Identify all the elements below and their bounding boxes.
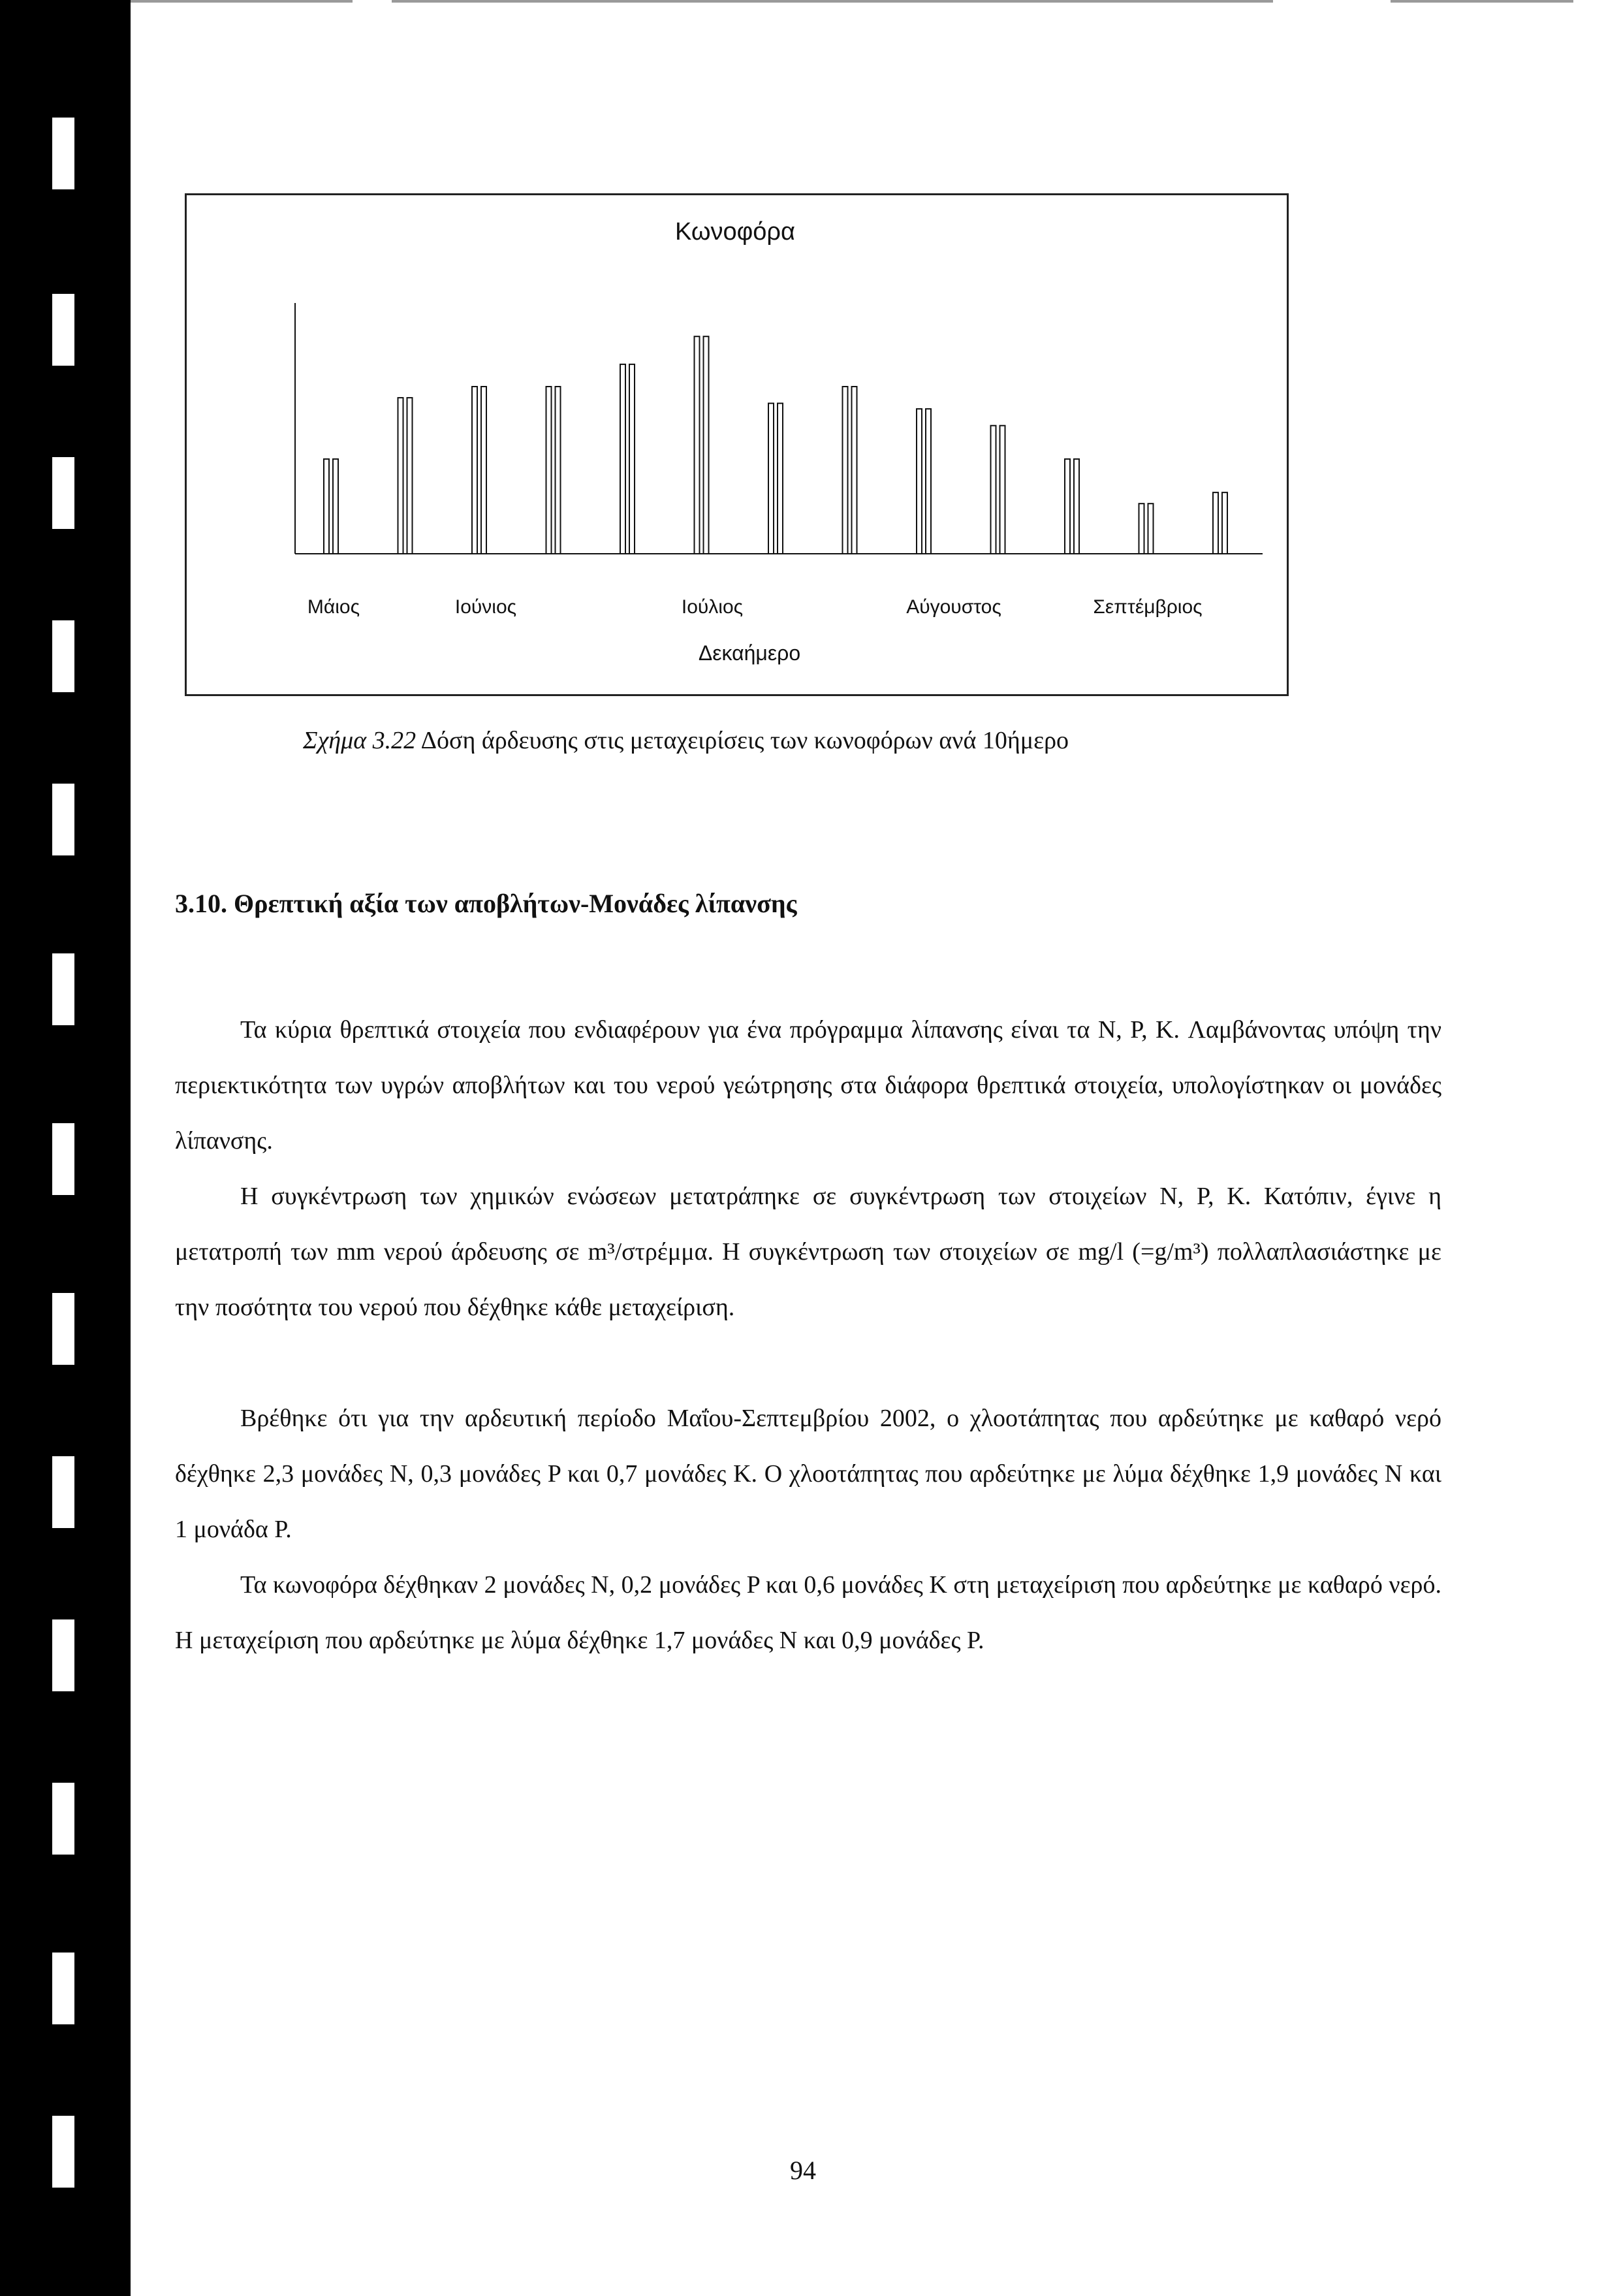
bar-decade-3-series-1	[472, 387, 477, 554]
bar-decade-10-series-1	[991, 426, 996, 554]
bar-decade-7-series-2	[778, 404, 783, 554]
paragraph-4-text: Τα κωνοφόρα δέχθηκαν 2 μονάδες N, 0,2 μονάδες P και 0,6 μονάδες K στη μεταχείριση που αρδεύτηκε με καθαρό νερό. Η μεταχείριση που αρδεύτηκε με λύμα δέχθηκε 1,7 μονάδες N και 0,9 μονάδες P.	[175, 1571, 1441, 1654]
perforation	[52, 1953, 74, 2024]
chart-frame	[185, 193, 1289, 696]
perforation	[52, 620, 74, 692]
perforation	[52, 2116, 74, 2188]
bar-decade-12-series-1	[1139, 503, 1144, 554]
month-label-june: Ιούνιος	[454, 596, 517, 618]
paragraph-4	[175, 1557, 1441, 1668]
x-axis-title: Δεκαήμερο	[698, 641, 801, 665]
paragraph-3-text: Βρέθηκε ότι για την αρδευτική περίοδο Μαΐου-Σεπτεμβρίου 2002, ο χλοοτάπητας που αρδεύτηκε με καθαρό νερό δέχθηκε 2,3 μονάδες N, 0,3 μονάδες P και 0,7 μονάδες K. Ο χλοοτάπητας που αρδεύτηκε με λύμα δέχθηκε 1,9 μονάδες N και 1 μονάδα P.	[175, 1405, 1441, 1543]
bar-decade-9-series-1	[917, 409, 922, 554]
figure-caption-text: Δόση άρδευσης στις μεταχειρίσεις των κωνοφόρων ανά 10ήμερο	[416, 727, 1069, 754]
bar-decade-9-series-2	[926, 409, 931, 554]
scan-edge-line	[1391, 0, 1573, 3]
perforation	[52, 118, 74, 189]
paragraph-1	[175, 1002, 1441, 1169]
perforation	[52, 294, 74, 366]
bar-decade-5-series-2	[629, 364, 635, 554]
figure-label: Σχήμα 3.22	[303, 727, 417, 754]
paragraph-2	[175, 1169, 1441, 1335]
page-number: 94	[790, 2156, 816, 2185]
perforation	[52, 1123, 74, 1195]
bars-group	[324, 336, 1227, 554]
bar-decade-2-series-1	[398, 398, 403, 554]
bar-decade-11-series-2	[1074, 459, 1079, 554]
perforation	[52, 953, 74, 1025]
section-heading: 3.10. Θρεπτική αξία των αποβλήτων-Μονάδες λίπανσης	[175, 889, 797, 918]
scan-edge-line	[392, 0, 1273, 3]
perforation	[52, 1456, 74, 1528]
scan-edge-line	[131, 0, 353, 3]
bar-decade-4-series-2	[556, 387, 561, 554]
month-label-july: Ιούλιος	[681, 596, 744, 618]
bar-decade-12-series-2	[1148, 503, 1154, 554]
bar-decade-2-series-2	[407, 398, 413, 554]
bar-decade-8-series-2	[852, 387, 857, 554]
perforation	[52, 457, 74, 529]
perforation	[52, 1783, 74, 1855]
month-label-august: Αύγουστος	[906, 596, 1001, 618]
bar-decade-8-series-1	[843, 387, 848, 554]
bar-decade-10-series-2	[1000, 426, 1005, 554]
bar-decade-13-series-1	[1213, 492, 1218, 554]
bar-decade-13-series-2	[1222, 492, 1227, 554]
paragraph-2-text: Η συγκέντρωση των χημικών ενώσεων μετατράπηκε σε συγκέντρωση των στοιχείων N, P, K. Κατόπιν, έγινε η μετατροπή των mm νερού άρδευσης σε m³/στρέμμα. Η συγκέντρωση των στοιχείων σε mg/l (=g/m³) πολλαπλασιάστηκε με την ποσότητα του νερού που δέχθηκε κάθε μεταχείριση.	[175, 1183, 1441, 1321]
figure-caption	[303, 726, 1069, 755]
scan-border-left	[0, 0, 131, 2296]
perforation	[52, 784, 74, 855]
month-label-september: Σεπτέμβριος	[1093, 596, 1203, 618]
paragraph-1-text: Τα κύρια θρεπτικά στοιχεία που ενδιαφέρουν για ένα πρόγραμμα λίπανσης είναι τα N, P, K. Λαμβάνοντας υπόψη την περιεκτικότητα των υγρών αποβλήτων και του νερού γεώτρησης στα διάφορα θρεπτικά στοιχεία, υπολογίστηκαν οι μονάδες λίπανσης.	[175, 1016, 1441, 1155]
bar-decade-7-series-1	[768, 404, 774, 554]
bar-decade-4-series-1	[546, 387, 552, 554]
bar-decade-1-series-1	[324, 459, 329, 554]
chart-title: Κωνοφόρα	[674, 218, 796, 246]
bar-decade-6-series-1	[695, 336, 700, 554]
bar-decade-11-series-1	[1065, 459, 1070, 554]
bar-decade-5-series-1	[620, 364, 625, 554]
bar-decade-1-series-2	[333, 459, 338, 554]
month-label-may: Μάιος	[307, 596, 360, 618]
paragraph-3	[175, 1391, 1441, 1557]
bar-decade-6-series-2	[704, 336, 709, 554]
perforation	[52, 1619, 74, 1691]
perforation	[52, 1293, 74, 1365]
bar-chart	[187, 195, 1287, 694]
bar-decade-3-series-2	[481, 387, 486, 554]
